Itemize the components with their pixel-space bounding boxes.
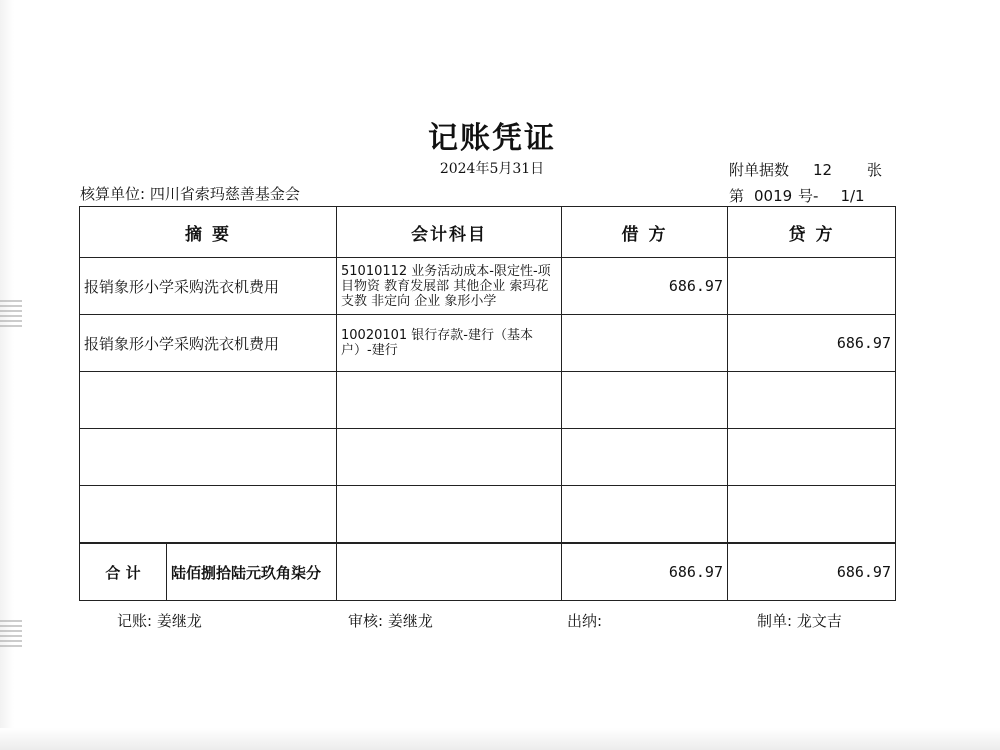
attachment-label: 附单据数: [729, 161, 790, 179]
footer-preparer: 制单: 龙文吉: [757, 612, 842, 630]
accounting-unit: 核算单位: 四川省索玛慈善基金会: [80, 185, 300, 203]
header-account: 会计科目: [337, 207, 562, 258]
row-account: 51010112 业务活动成本-限定性-项目物资 教育发展部 其他企业 索玛花支教 非定向 企业 象形小学: [337, 258, 562, 315]
voucher-prefix: 第: [729, 187, 745, 205]
row-credit: 686.97: [728, 315, 896, 372]
voucher-number-info: [729, 185, 865, 206]
table-row-empty: [80, 372, 896, 429]
total-inner: [80, 544, 336, 600]
voucher-date: 2024年5月31日: [439, 161, 545, 177]
table-row: [80, 258, 896, 315]
row-summary: 报销象形小学采购洗衣机费用: [80, 315, 337, 372]
total-cell: [80, 543, 337, 601]
row-debit: 686.97: [562, 258, 728, 315]
scan-mark: [0, 620, 22, 650]
voucher-number: 0019: [754, 187, 793, 205]
table-row: [80, 315, 896, 372]
header-credit: 贷 方: [728, 207, 896, 258]
scan-mark: [0, 300, 22, 330]
row-summary: 报销象形小学采购洗衣机费用: [80, 258, 337, 315]
attachment-count: 12: [813, 161, 833, 179]
row-credit: [728, 258, 896, 315]
table-row-empty: [80, 429, 896, 486]
total-debit: 686.97: [562, 543, 728, 601]
voucher-table: [79, 206, 896, 601]
row-account: 10020101 银行存款-建行（基本户）-建行: [337, 315, 562, 372]
voucher-page: 1/1: [840, 187, 865, 205]
total-in-words: 陆佰捌拾陆元玖角柒分: [171, 563, 322, 582]
footer-bookkeeper: 记账: 姜继龙: [117, 612, 202, 630]
attachment-info: [729, 159, 882, 180]
table-row-empty: [80, 486, 896, 544]
header-summary: 摘 要: [80, 207, 337, 258]
footer-cashier: 出纳:: [567, 612, 603, 630]
total-row: [80, 543, 896, 601]
row-debit: [562, 315, 728, 372]
total-account-spacer: [337, 543, 562, 601]
attachment-unit: 张: [867, 161, 883, 179]
scan-edge-bottom: [0, 728, 1000, 750]
voucher-title: 记账凭证: [428, 121, 556, 156]
voucher-suffix: 号-: [798, 187, 819, 205]
total-label: 合 计: [80, 544, 167, 600]
total-credit: 686.97: [728, 543, 896, 601]
header-debit: 借 方: [562, 207, 728, 258]
footer-reviewer: 审核: 姜继龙: [348, 612, 433, 630]
table-header-row: [80, 207, 896, 258]
